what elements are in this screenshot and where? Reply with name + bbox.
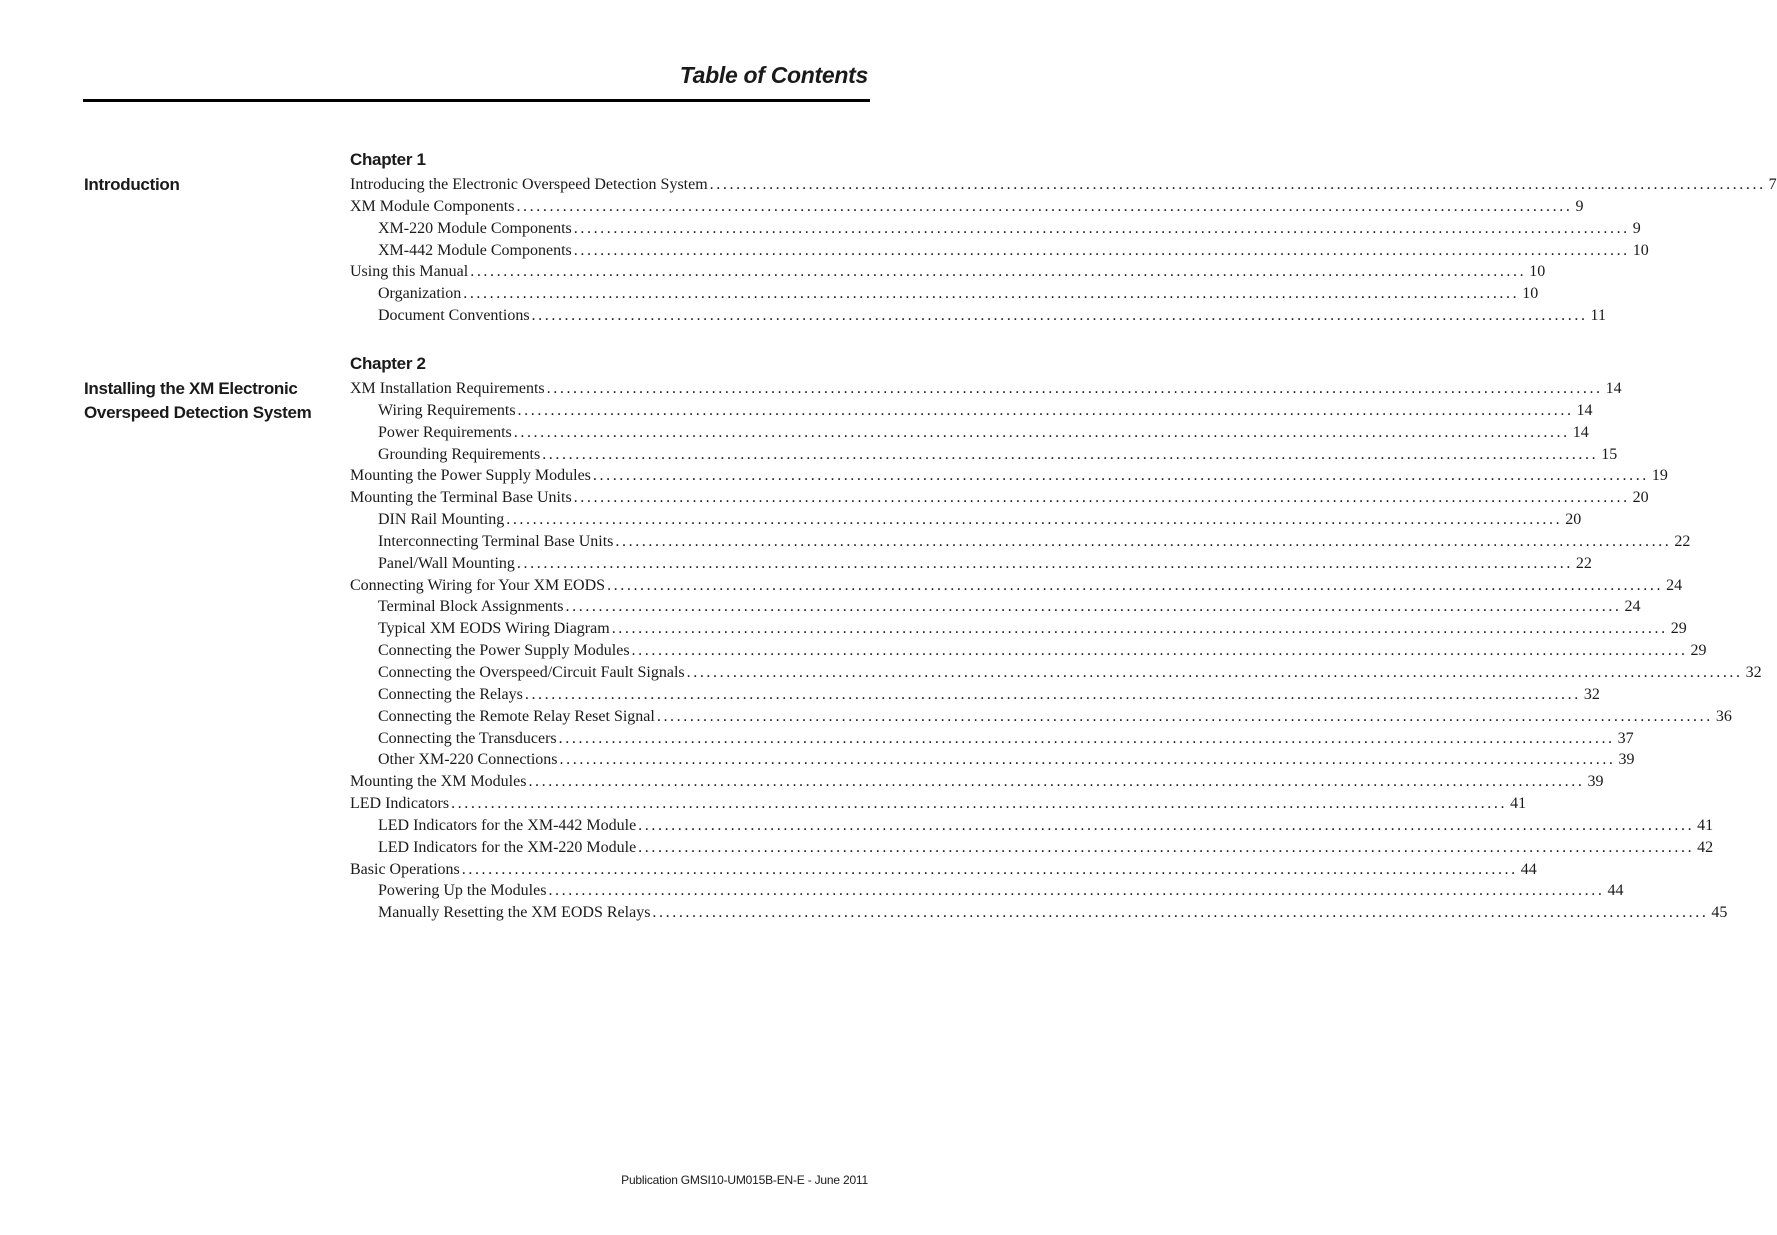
toc-entry-title: Connecting the Overspeed/Circuit Fault Signals [378,663,685,681]
toc-entry[interactable] [350,795,1527,817]
toc-entry-page: 39 [1618,751,1635,769]
dot-leader: ................................................................................................................................................................ [470,263,1527,281]
toc-entry-title: Wiring Requirements [378,401,516,419]
toc-entry-title: Introducing the Electronic Overspeed Detection System [350,176,708,193]
chapter-2-label: Chapter 2 [350,354,426,373]
toc-entry-page: 14 [1572,423,1589,441]
toc-entry[interactable] [350,576,1683,599]
toc-entry-title: Connecting the Power Supply Modules [378,642,630,660]
dot-leader: ................................................................................................................................................................ [573,489,1630,507]
toc-entry-title: XM Installation Requirements [350,380,545,397]
toc-entry[interactable] [350,176,1777,198]
toc-entry-page: 9 [1632,219,1641,237]
dot-leader: ................................................................................................................................................................ [461,860,1518,878]
toc-entry[interactable] [350,904,1728,926]
toc-entry[interactable] [350,489,1649,511]
toc-entry[interactable] [350,241,1649,264]
toc-entry-title: LED Indicators for the XM-442 Module [378,816,637,834]
chapter-2-entries [350,380,1762,926]
toc-entry-page: 9 [1575,197,1584,215]
dot-leader: ................................................................................................................................................................ [531,307,1588,325]
toc-entry-title: XM-220 Module Components [378,219,572,237]
toc-entry-title: Grounding Requirements [378,445,541,463]
dot-leader: ................................................................................................................................................................ [573,219,1630,237]
toc-entry-page: 24 [1666,576,1683,594]
dot-leader: ................................................................................................................................................................ [546,380,1603,397]
toc-entry[interactable] [350,445,1618,468]
toc-entry[interactable] [350,685,1600,708]
toc-entry-title: Terminal Block Assignments [378,598,564,616]
toc-entry-page: 39 [1587,773,1604,791]
toc-entry-page: 37 [1617,729,1634,747]
toc-entry[interactable] [350,263,1546,285]
toc-entry-page: 36 [1715,707,1732,725]
dot-leader: ................................................................................................................................................................ [686,663,1743,681]
page-title: Table of Contents [679,62,868,88]
toc-entry-page: 11 [1590,307,1606,325]
toc-entry-page: 7 [1768,176,1777,193]
dot-leader: ................................................................................................................................................................ [517,401,1574,419]
toc-entry[interactable] [350,860,1537,883]
dot-leader: ................................................................................................................................................................ [528,773,1585,791]
toc-entry-title: LED Indicators for the XM-220 Module [378,838,637,856]
toc-entry-title: Connecting the Remote Relay Reset Signal [378,707,655,725]
toc-entry-page: 41 [1697,816,1714,834]
dot-leader: ................................................................................................................................................................ [516,197,1573,215]
dot-leader: ................................................................................................................................................................ [656,707,1713,725]
toc-entry-title: Mounting the Power Supply Modules [350,467,591,485]
toc-entry-title: Other XM-220 Connections [378,751,558,769]
toc-entry-page: 22 [1674,532,1691,550]
toc-entry[interactable] [350,423,1589,446]
dot-leader: ................................................................................................................................................................ [611,620,1668,638]
toc-entry-title: XM-442 Module Components [378,241,572,259]
dot-leader: ................................................................................................................................................................ [631,642,1688,660]
dot-leader: ................................................................................................................................................................ [548,882,1605,900]
toc-entry-title: Using this Manual [350,263,469,281]
toc-entry-title: DIN Rail Mounting [378,511,505,529]
toc-entry-title: Mounting the Terminal Base Units [350,489,572,507]
toc-entry-page: 10 [1632,241,1649,259]
toc-entry-page: 19 [1651,467,1668,485]
dot-leader: ................................................................................................................................................................ [506,511,1563,529]
chapter-1-title: Introduction [84,175,180,194]
dot-leader: ................................................................................................................................................................ [652,904,1709,922]
toc-entry[interactable] [350,707,1732,730]
dot-leader: ................................................................................................................................................................ [592,467,1649,485]
toc-entry-title: Power Requirements [378,423,512,441]
dot-leader: ................................................................................................................................................................ [638,816,1695,834]
toc-entry-page: 45 [1711,904,1728,922]
toc-entry-page: 14 [1605,380,1622,397]
toc-entry-title: Connecting the Relays [378,685,523,703]
dot-leader: ................................................................................................................................................................ [565,598,1622,616]
toc-entry-page: 10 [1522,285,1539,303]
dot-leader: ................................................................................................................................................................ [615,532,1672,550]
toc-entry[interactable] [350,598,1641,620]
toc-entry-title: Connecting the Transducers [378,729,557,747]
toc-entry-title: Connecting Wiring for Your XM EODS [350,576,606,594]
dot-leader: ................................................................................................................................................................ [516,554,1573,572]
toc-entry[interactable] [350,511,1582,533]
dot-leader: ................................................................................................................................................................ [559,751,1616,769]
toc-entry[interactable] [350,642,1707,664]
dot-leader: ................................................................................................................................................................ [573,241,1630,259]
toc-entry[interactable] [350,663,1762,686]
toc-entry-page: 29 [1690,642,1707,660]
toc-entry-page: 24 [1624,598,1641,616]
toc-entry[interactable] [350,380,1622,402]
dot-leader: ................................................................................................................................................................ [513,423,1570,441]
toc-entry[interactable] [350,773,1604,795]
toc-entry-title: Document Conventions [378,307,530,325]
toc-entry[interactable] [350,882,1624,904]
toc-entry-page: 14 [1576,401,1593,419]
toc-entry[interactable] [350,197,1584,220]
toc-entry[interactable] [350,620,1687,642]
toc-entry-page: 32 [1745,663,1762,681]
toc-entry-page: 44 [1607,882,1624,900]
dot-leader: ................................................................................................................................................................ [451,795,1508,813]
toc-entry[interactable] [350,729,1634,752]
chapter-1-label: Chapter 1 [350,150,426,169]
chapter-2-title: Installing the XM Electronic Overspeed Detection System [84,379,312,422]
toc-entry[interactable] [350,554,1592,577]
toc-entry-title: XM Module Components [350,197,515,215]
toc-entry[interactable] [350,816,1714,839]
toc-entry-page: 15 [1601,445,1618,463]
toc-entry-title: Panel/Wall Mounting [378,554,515,572]
toc-entry[interactable] [350,532,1691,555]
title-divider [83,99,870,102]
toc-entry-title: Typical XM EODS Wiring Diagram [378,620,610,638]
toc-entry-page: 10 [1529,263,1546,281]
toc-entry[interactable] [350,401,1593,424]
toc-entry-page: 20 [1565,511,1582,529]
toc-entry[interactable] [350,751,1635,773]
toc-entry[interactable] [350,467,1668,489]
publication-footer: Publication GMSI10-UM015B-EN-E - June 2011 [621,1173,868,1187]
toc-entry[interactable] [350,219,1641,242]
toc-entry-title: Basic Operations [350,860,460,878]
dot-leader: ................................................................................................................................................................ [524,685,1581,703]
toc-entry[interactable] [350,307,1606,329]
toc-entry-page: 32 [1583,685,1600,703]
dot-leader: ................................................................................................................................................................ [607,576,1664,594]
toc-entry-page: 41 [1510,795,1527,813]
toc-entry-title: Powering Up the Modules [378,882,547,900]
dot-leader: ................................................................................................................................................................ [709,176,1766,193]
chapter-1-entries [350,176,1777,329]
dot-leader: ................................................................................................................................................................ [542,445,1599,463]
toc-entry[interactable] [350,838,1714,861]
toc-entry-title: LED Indicators [350,795,450,813]
toc-entry[interactable] [350,285,1539,307]
toc-entry-page: 20 [1632,489,1649,507]
toc-entry-page: 22 [1575,554,1592,572]
toc-entry-title: Manually Resetting the XM EODS Relays [378,904,651,922]
toc-entry-page: 44 [1520,860,1537,878]
toc-entry-title: Interconnecting Terminal Base Units [378,532,614,550]
dot-leader: ................................................................................................................................................................ [558,729,1615,747]
toc-entry-title: Mounting the XM Modules [350,773,527,791]
toc-entry-page: 29 [1670,620,1687,638]
toc-entry-page: 42 [1697,838,1714,856]
dot-leader: ................................................................................................................................................................ [638,838,1695,856]
dot-leader: ................................................................................................................................................................ [463,285,1520,303]
toc-entry-title: Organization [378,285,462,303]
